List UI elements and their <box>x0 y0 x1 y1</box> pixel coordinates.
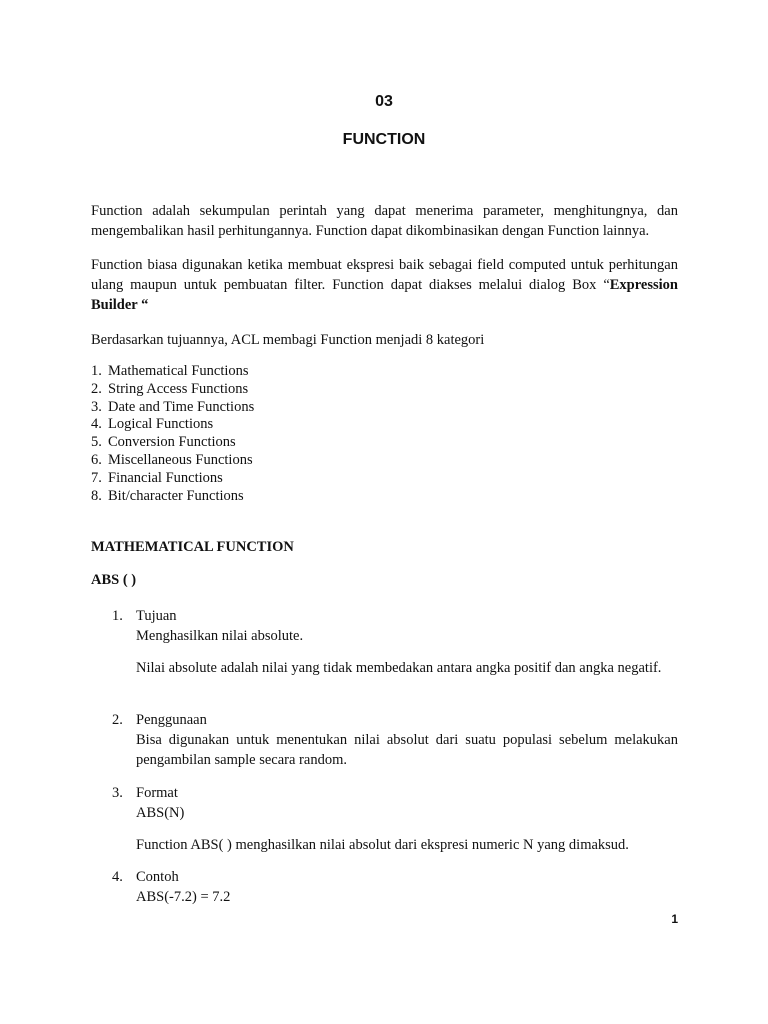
step-example <box>112 867 678 907</box>
list-item-label: Conversion Functions <box>108 434 236 451</box>
step-text: Bisa digunakan untuk menentukan nilai absolut dari suatu populasi sebelum melakukan pengambilan sample secara random. <box>136 732 678 768</box>
list-item <box>91 416 254 434</box>
list-item-number: 1. <box>91 363 102 379</box>
function-name-heading: ABS ( ) <box>91 572 137 588</box>
intro-paragraph-3: Berdasarkan tujuannya, ACL membagi Function menjadi 8 kategori <box>91 332 485 348</box>
list-item-label: Bit/character Functions <box>108 487 244 504</box>
step-purpose <box>112 606 678 678</box>
step-number: 2. <box>112 712 123 728</box>
list-item-number: 6. <box>91 451 102 468</box>
list-item <box>91 363 254 381</box>
list-item-number: 8. <box>91 487 102 504</box>
list-item-label: Financial Functions <box>108 469 223 486</box>
step-text: ABS(-7.2) = 7.2 <box>136 889 231 905</box>
expression-builder-label: Expression Builder “ <box>91 277 678 313</box>
list-item-label: Miscellaneous Functions <box>108 451 253 468</box>
list-item-number: 5. <box>91 434 102 451</box>
list-item-label: Mathematical Functions <box>108 363 249 379</box>
step-text: ABS(N) <box>136 805 185 821</box>
step-title: Contoh <box>136 869 179 885</box>
list-item <box>91 488 254 506</box>
step-title: Penggunaan <box>136 712 207 728</box>
list-item-number: 3. <box>91 398 102 415</box>
category-list <box>91 363 254 505</box>
step-format <box>112 783 678 855</box>
list-item <box>91 470 254 488</box>
chapter-number: 03 <box>375 93 393 110</box>
chapter-title: FUNCTION <box>342 131 426 148</box>
step-number: 3. <box>112 785 123 801</box>
step-text: Menghasilkan nilai absolute. <box>136 628 304 644</box>
list-item-label: String Access Functions <box>108 380 249 397</box>
list-item <box>91 452 254 470</box>
step-usage <box>112 710 678 770</box>
list-item-label: Date and Time Functions <box>108 398 255 415</box>
list-item <box>91 399 254 417</box>
step-text: Function ABS( ) menghasilkan nilai absolut dari ekspresi numeric N yang dimaksud. <box>136 837 629 853</box>
intro-paragraph-2 <box>91 255 678 315</box>
step-number: 1. <box>112 608 123 624</box>
list-item-number: 7. <box>91 469 102 486</box>
list-item <box>91 381 254 399</box>
step-text: Nilai absolute adalah nilai yang tidak membedakan antara angka positif dan angka negatif. <box>136 660 662 676</box>
step-title: Tujuan <box>136 608 177 624</box>
list-item-number: 4. <box>91 416 102 433</box>
intro-paragraph-1: Function adalah sekumpulan perintah yang dapat menerima parameter, menghitungnya, dan mengembalikan hasil perhitungannya. Function dapat dikombinasikan dengan Function lainnya. <box>91 203 678 239</box>
list-item-number: 2. <box>91 380 102 397</box>
section-heading: MATHEMATICAL FUNCTION <box>91 539 294 555</box>
page-number: 1 <box>671 912 678 926</box>
step-title: Format <box>136 785 178 801</box>
list-item-label: Logical Functions <box>108 416 214 433</box>
list-item <box>91 434 254 452</box>
step-number: 4. <box>112 869 123 885</box>
intro-paragraph-2-text: Function biasa digunakan ketika membuat ekspresi baik sebagai field computed untuk perhitungan ulang maupun untuk pembuatan filter. Function dapat diakses melalui dialog Box “ <box>91 257 678 293</box>
